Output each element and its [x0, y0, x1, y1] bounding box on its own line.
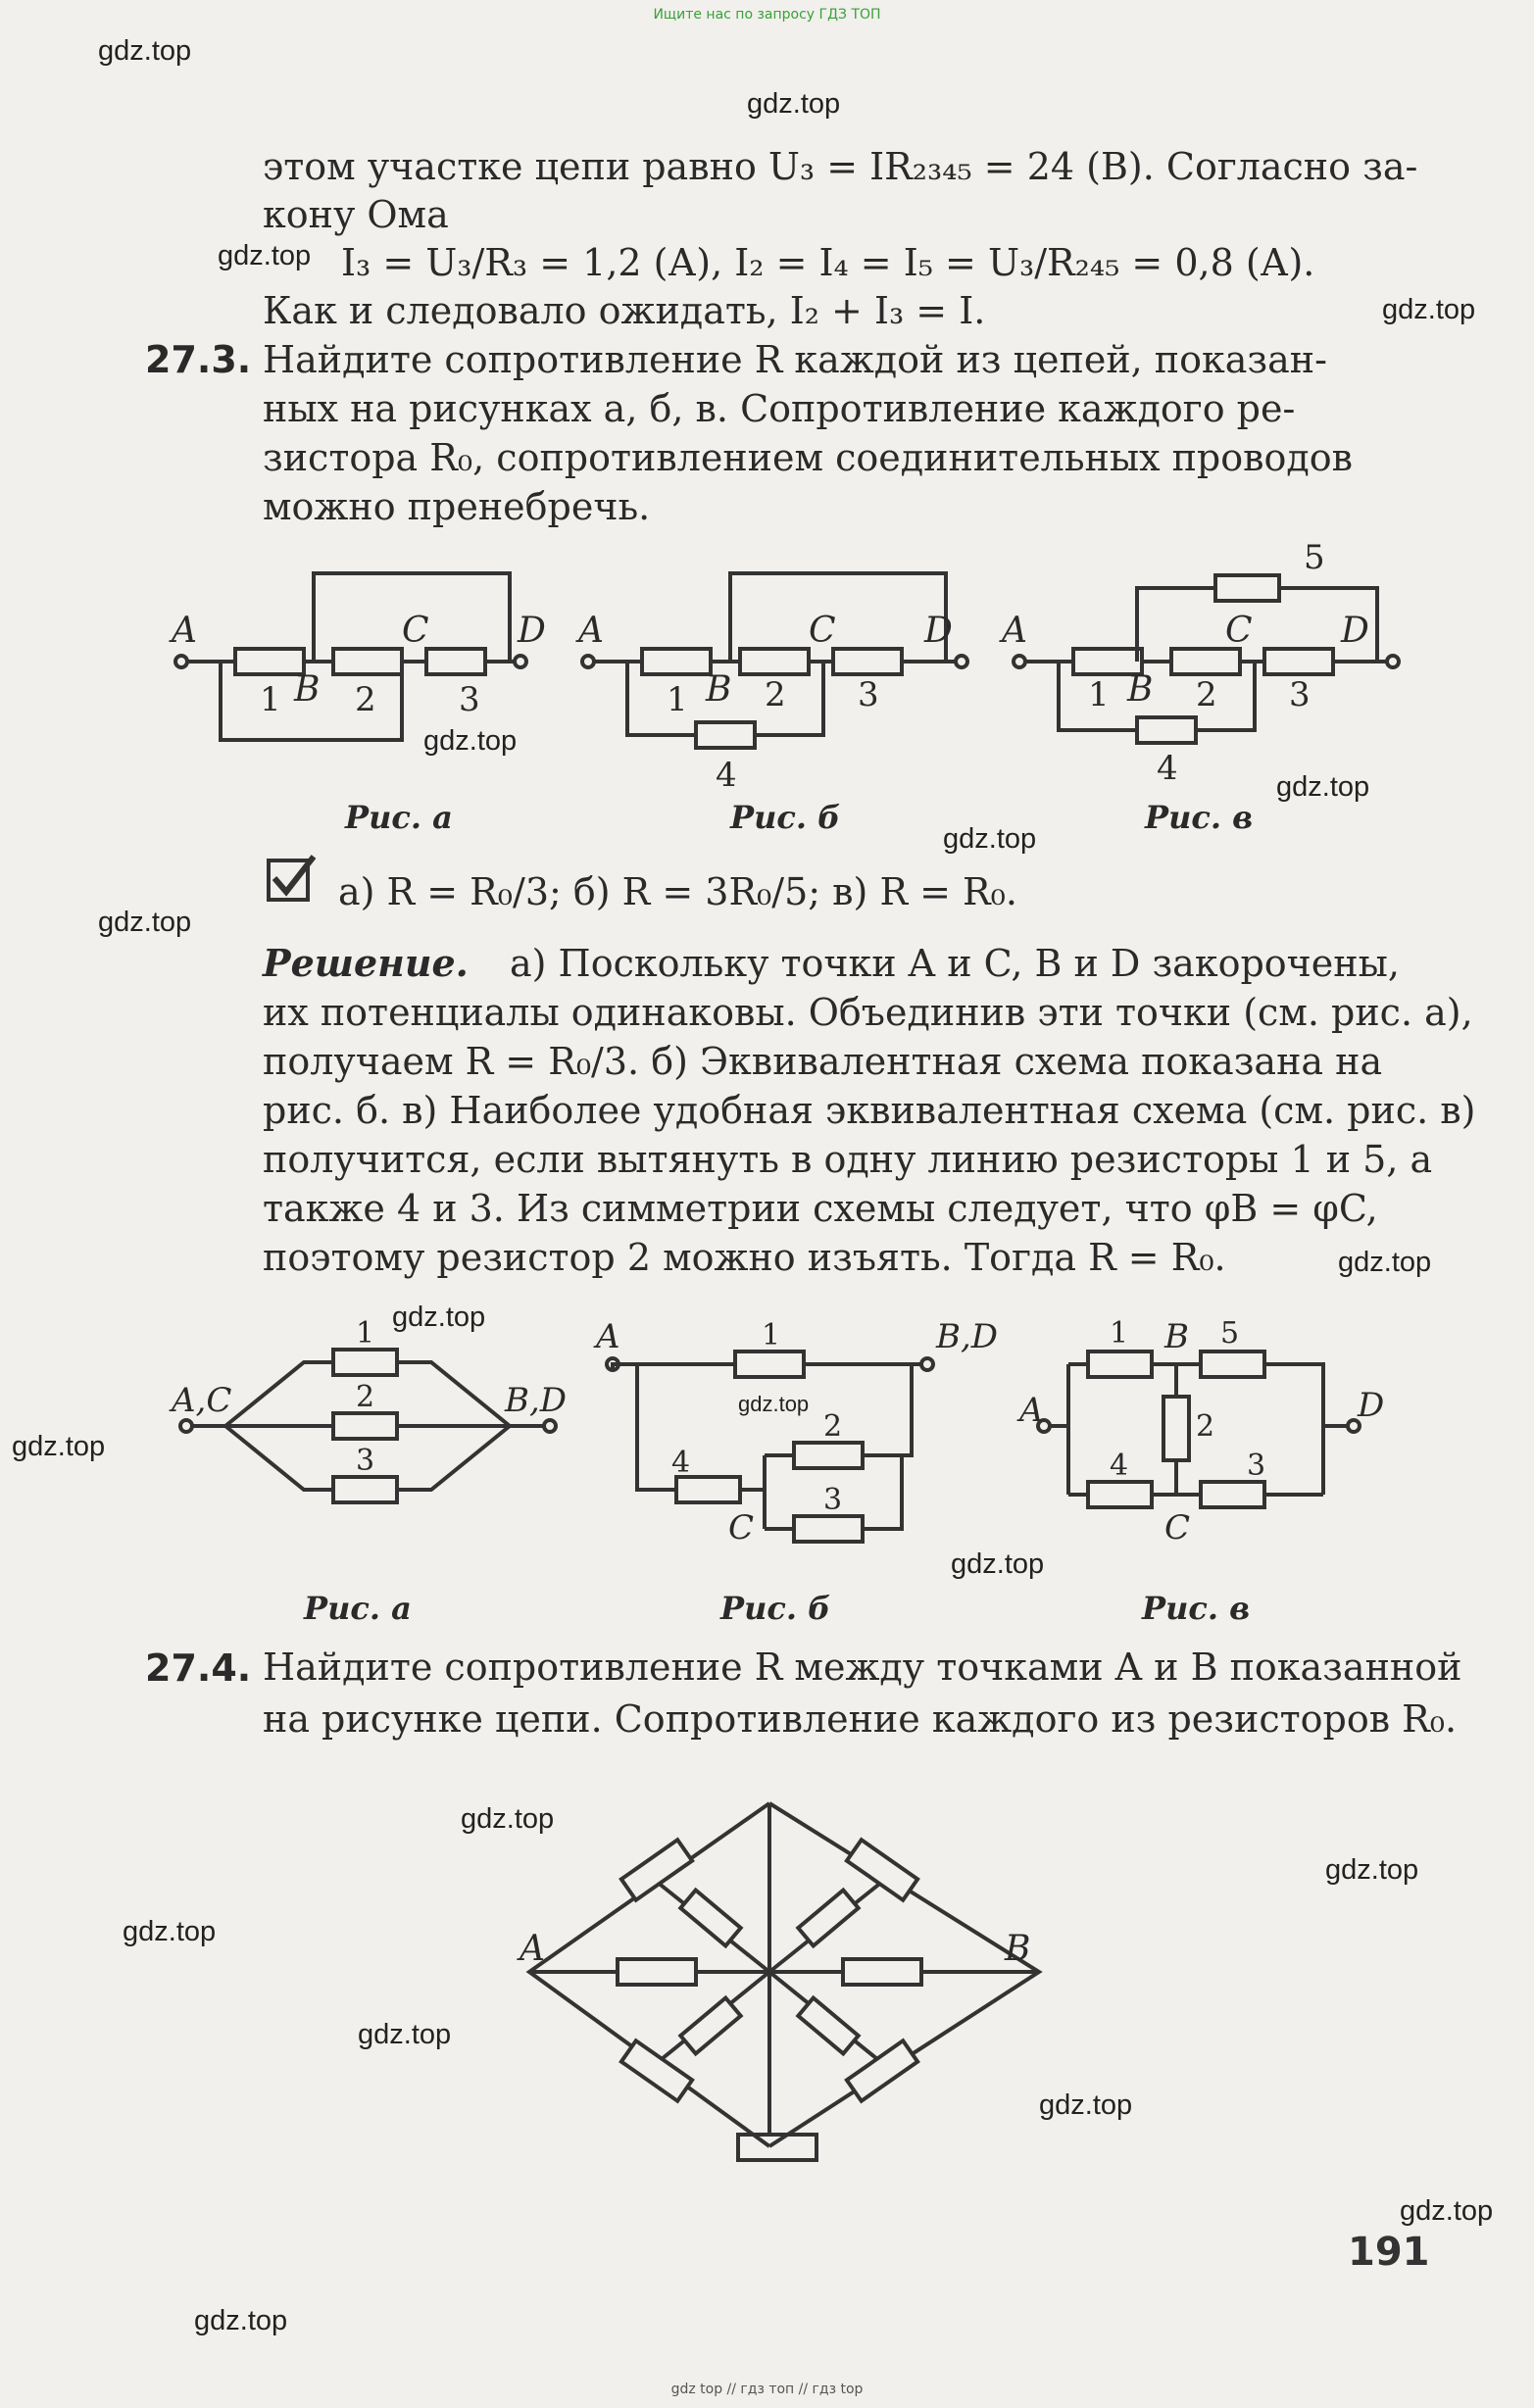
page-number: 191	[1348, 2230, 1430, 2275]
resistor-label: 2	[1196, 675, 1217, 714]
problem-number-27-4: 27.4.	[145, 1646, 252, 1690]
node-d-label: D	[1358, 1386, 1385, 1425]
watermark[interactable]: gdz.top	[1325, 1854, 1419, 1886]
resistor-label: 1	[1088, 675, 1110, 714]
resistor-label: 1	[762, 1318, 781, 1352]
resistor-label: 3	[356, 1444, 375, 1478]
resistor-label: 1	[667, 680, 688, 719]
problem-number-27-3: 27.3.	[145, 338, 252, 381]
circuit-figures-top	[147, 529, 1402, 843]
figure-caption-a: Рис. а	[345, 799, 453, 836]
figure-caption-c: Рис. в	[1145, 799, 1254, 836]
node-c-label: C	[402, 611, 429, 651]
intro-line-3: I₃ = U₃/R₃ = 1,2 (А), I₂ = I₄ = I₅ = U₃/R₂₄₅ = 0,8 (А).	[341, 241, 1315, 284]
resistor-label: 3	[1247, 1449, 1266, 1483]
problem-27-4-line-1: Найдите сопротивление R между точками A и B показанной	[263, 1646, 1462, 1689]
watermark[interactable]: gdz.top	[1276, 771, 1370, 803]
problem-27-3-line-2: ных на рисунках а, б, в. Сопротивление каждого ре-	[263, 387, 1296, 430]
node-a-label: A	[578, 611, 604, 651]
resistor-label: 5	[1304, 538, 1325, 577]
watermark[interactable]: gdz.top	[123, 1916, 217, 1947]
solution-line-2: их потенциалы одинаковы. Объединив эти точки (см. рис. а),	[263, 991, 1473, 1034]
figure-caption-a: Рис. а	[304, 1590, 412, 1627]
node-c-label: C	[1225, 611, 1253, 651]
resistor-label: 3	[1289, 675, 1311, 714]
top-banner[interactable]: Ищите нас по запросу ГДЗ ТОП	[653, 7, 881, 23]
figure-caption-b: Рис. б	[730, 799, 841, 836]
resistor-label: 3	[823, 1483, 843, 1517]
node-a-label: A	[596, 1317, 620, 1356]
node-d-label: D	[1341, 611, 1369, 651]
watermark[interactable]: gdz.top	[1039, 2089, 1133, 2121]
watermark[interactable]: gdz.top	[943, 823, 1037, 855]
resistor-label: 2	[765, 675, 786, 714]
equivalent-circuit-figures	[157, 1303, 1421, 1597]
node-d-label: D	[924, 611, 953, 651]
node-ac-label: A,C	[172, 1381, 232, 1420]
watermark[interactable]: gdz.top	[738, 1392, 810, 1416]
resistor-label: 1	[356, 1316, 375, 1351]
node-b-label: B	[1005, 1929, 1031, 1969]
solution-line-3: получаем R = R₀/3. б) Эквивалентная схема показана на	[263, 1040, 1383, 1083]
node-a-label: A	[1002, 611, 1027, 651]
watermark[interactable]: gdz.top	[392, 1302, 486, 1333]
watermark[interactable]: gdz.top	[194, 2305, 288, 2336]
resistor-label: 4	[671, 1446, 691, 1480]
problem-27-3-line-3: зистора R₀, сопротивлением соединительных проводов	[263, 436, 1354, 479]
watermark[interactable]: gdz.top	[1400, 2195, 1494, 2227]
solution-line-7: поэтому резистор 2 можно изъять. Тогда R = R₀.	[263, 1236, 1226, 1279]
watermark[interactable]: gdz.top	[12, 1431, 106, 1462]
node-a-label: A	[520, 1929, 545, 1969]
node-bd-label: B,D	[505, 1381, 568, 1420]
resistor-label: 2	[356, 1380, 375, 1414]
intro-line-4: Как и следовало ожидать, I₂ + I₃ = I.	[263, 289, 986, 332]
watermark[interactable]: gdz.top	[98, 35, 192, 67]
watermark[interactable]: gdz.top	[1338, 1247, 1432, 1278]
watermark[interactable]: gdz.top	[1382, 294, 1476, 325]
node-d-label: D	[518, 611, 546, 651]
watermark[interactable]: gdz.top	[218, 240, 312, 271]
problem-27-4-line-2: на рисунке цепи. Сопротивление каждого из резисторов R₀.	[263, 1697, 1458, 1741]
resistor-label: 5	[1220, 1316, 1240, 1351]
resistor-label: 2	[355, 680, 376, 719]
solution-line-4: рис. б. в) Наиболее удобная эквивалентная схема (см. рис. в)	[263, 1089, 1476, 1132]
node-b-label: B	[1127, 669, 1154, 710]
resistor-label: 4	[716, 756, 737, 795]
footer-links[interactable]: gdz top // гдз топ // гдз top	[670, 2382, 864, 2397]
node-a-label: A	[172, 611, 197, 651]
problem-27-3-line-4: можно пренебречь.	[263, 485, 651, 528]
resistor-label: 3	[459, 680, 480, 719]
solution-label: Решение.	[263, 941, 469, 985]
watermark[interactable]: gdz.top	[747, 88, 841, 120]
resistor-label: 3	[858, 675, 879, 714]
solution-line-5: получится, если вытянуть в одну линию резисторы 1 и 5, а	[263, 1138, 1433, 1181]
resistor-label: 2	[823, 1409, 843, 1444]
watermark[interactable]: gdz.top	[98, 907, 192, 938]
figure-caption-b: Рис. б	[720, 1590, 831, 1627]
problem-27-3-line-1: Найдите сопротивление R каждой из цепей, показан-	[263, 338, 1327, 381]
star-circuit-diagram	[510, 1764, 1059, 2186]
solution-line-6: также 4 и 3. Из симметрии схемы следует, что φB = φC,	[263, 1187, 1378, 1230]
resistor-label: 4	[1110, 1449, 1129, 1483]
watermark[interactable]: gdz.top	[461, 1803, 555, 1835]
node-c-label: C	[809, 611, 836, 651]
node-b-label: B	[294, 669, 321, 710]
node-b-label: B	[1164, 1317, 1189, 1356]
node-b-label: B	[706, 669, 732, 710]
resistor-label: 2	[1196, 1409, 1215, 1444]
node-bd-label: B,D	[936, 1317, 999, 1356]
watermark[interactable]: gdz.top	[358, 2019, 452, 2050]
intro-line-1: этом участке цепи равно U₃ = IR₂₃₄₅ = 24 (В). Согласно за-	[263, 145, 1418, 188]
watermark[interactable]: gdz.top	[951, 1548, 1045, 1580]
node-a-label: A	[1019, 1391, 1044, 1430]
resistor-label: 1	[1110, 1316, 1129, 1351]
solution-line-1: а) Поскольку точки A и C, B и D закорочены,	[510, 942, 1400, 985]
intro-line-2: кону Ома	[263, 193, 449, 236]
answer-27-3: а) R = R₀/3; б) R = 3R₀/5; в) R = R₀.	[338, 870, 1017, 913]
resistor-label: 1	[260, 680, 281, 719]
checkbox-icon	[265, 853, 318, 906]
watermark[interactable]: gdz.top	[423, 725, 518, 757]
figure-caption-c: Рис. в	[1142, 1590, 1251, 1627]
node-c-label: C	[1164, 1508, 1191, 1548]
node-c-label: C	[728, 1508, 755, 1548]
resistor-label: 4	[1157, 749, 1178, 788]
